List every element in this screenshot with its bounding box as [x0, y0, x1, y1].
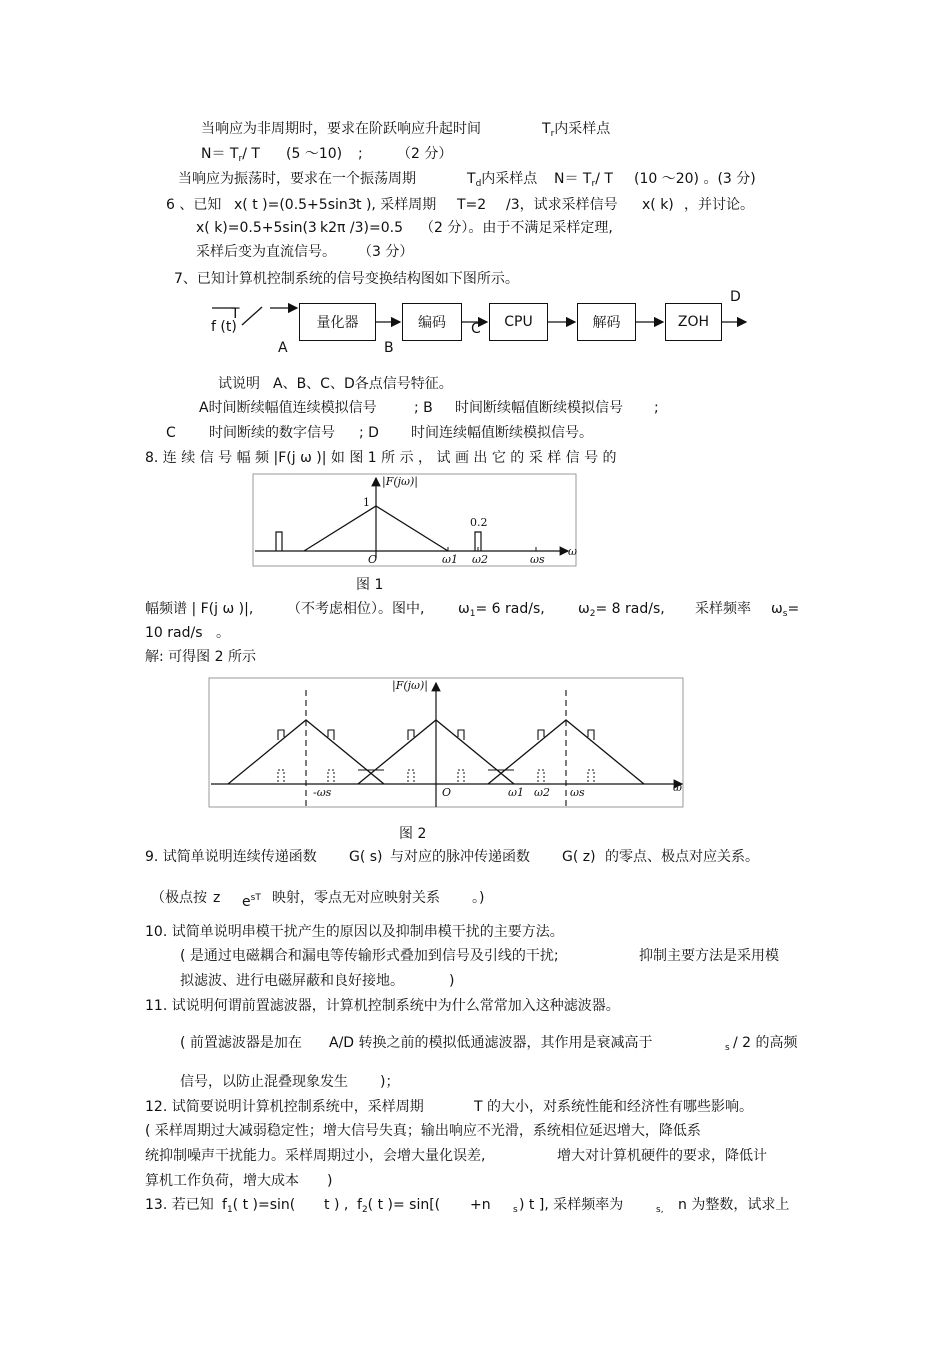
block-quantizer: 量化器 [299, 303, 376, 341]
text-line: 采样频率 [695, 601, 751, 617]
text-line: x( k)=0.5+5sin(3 [196, 220, 317, 236]
text-line: 算机工作负荷，增大成本 [145, 1173, 299, 1189]
text-line: x( k) [642, 197, 674, 213]
text-line: k2π /3)=0.5 [320, 220, 403, 236]
fig2-tick-w1: ω1 [508, 786, 524, 799]
text-line: 试说明 [218, 376, 260, 392]
text-line: $f_1$( t )=sin( [222, 1197, 296, 1215]
text-line: 拟滤波、进行电磁屏蔽和良好接地。 [180, 973, 404, 989]
text-line: 幅频谱 | F(j ω )|, [145, 601, 254, 617]
text-line: ) t ], 采样频率为 [519, 1197, 624, 1213]
text-line: 解: 可得图 2 所示 [145, 649, 256, 665]
text-line: $\omega_s=$ [771, 601, 800, 619]
point-d: D [730, 289, 741, 305]
text-line: G( s) [349, 849, 383, 865]
fig2-axis-label: ω [673, 781, 682, 794]
text-line: T 的大小，对系统性能和经济性有哪些影响。 [474, 1099, 754, 1115]
text-line: 的零点、极点对应关系。 [605, 849, 759, 865]
text-line: 统抑制噪声干扰能力。采样周期过小，会增大量化误差, [145, 1148, 486, 1164]
text-line: x( t )=(0.5+5sin3 [234, 197, 357, 213]
input-label: f (t) [211, 319, 237, 335]
text-line: /3，试求采样信号 [506, 197, 618, 213]
text-line: $e^{sT}$ [242, 893, 261, 910]
block-encoder: 编码 [402, 303, 462, 341]
block-cpu: CPU [489, 303, 548, 341]
question-10: 10. 试简单说明串模干扰产生的原因以及抑制串模干扰的主要方法。 [145, 924, 564, 940]
figure-2-caption: 图 2 [399, 826, 427, 842]
text-line: （2 分） [397, 146, 453, 162]
question-7: 7、已知计算机控制系统的信号变换结构图如下图所示。 [174, 271, 519, 287]
block-zoh: ZOH [665, 303, 722, 341]
fig1-side-label: 0.2 [470, 516, 488, 529]
text-line: (10 ～20) 。(3 分) [634, 171, 756, 187]
point-a: A [278, 340, 288, 356]
question-11: 11. 试说明何谓前置滤波器，计算机控制系统中为什么常常加入这种滤波器。 [145, 998, 620, 1014]
question-6: 6 、已知 [166, 197, 222, 213]
text-line: （3 分） [358, 244, 414, 260]
question-9: 9. 试简单说明连续传递函数 [145, 849, 317, 865]
text-line: （不考虑相位）。图中, [287, 601, 425, 617]
fig2-tick-origin: O [442, 786, 452, 799]
text-line: ，并讨论。 [684, 197, 754, 213]
fig1-tick-w2: ω2 [472, 553, 488, 566]
text-line: $\omega_2= 8$ rad/s, [578, 601, 665, 619]
point-b: B [384, 340, 394, 356]
question-8: 8. 连 续 信 号 幅 频 |F(j ω )| 如 图 1 所 示 ， 试 画 出 它 的 采 样 信 号 的 [145, 450, 617, 466]
fig1-axis-label: ω [568, 545, 577, 558]
question-13: 13. 若已知 [145, 1197, 214, 1213]
switch-label: T [231, 306, 240, 322]
text-line: ) [449, 973, 455, 989]
text-line: s [513, 1205, 518, 1215]
text-line: ( 采样周期过大减弱稳定性；增大信号失真；输出响应不光滑，系统相位延迟增大，降低系 [145, 1123, 701, 1139]
text-line: s [725, 1043, 730, 1053]
text-line: 10 rad/s [145, 625, 203, 641]
question-12: 12. 试简要说明计算机控制系统中，采样周期 [145, 1099, 424, 1115]
text-line: 增大对计算机硬件的要求，降低计 [557, 1148, 767, 1164]
text-line: )； [380, 1074, 400, 1090]
fig1-tick-ws: ωs [530, 553, 545, 566]
fig1-peak-label: 1 [363, 496, 370, 509]
text-line: ) [327, 1173, 333, 1189]
fig2-ylabel: |F(jω)| [392, 679, 429, 692]
text-line: 与对应的脉冲传递函数 [390, 849, 530, 865]
text-line: ; B [414, 400, 433, 416]
text-line: 信号，以防止混叠现象发生 [180, 1074, 348, 1090]
point-c: C [471, 321, 481, 337]
text-line: 映射，零点无对应映射关系 [272, 890, 440, 906]
text-line: 当响应为非周期时，要求在阶跃响应升起时间 [201, 121, 481, 137]
text-line: s, [656, 1205, 664, 1215]
text-line: A时间断续幅值连续模拟信号 [199, 400, 377, 416]
text-line: n 为整数，试求上 [678, 1197, 790, 1213]
text-line: $N= T_r/$ T [554, 171, 613, 189]
text-line: $f_2$( t )= sin[( [357, 1197, 441, 1215]
text-line: 时间断续幅值断续模拟信号 [455, 400, 623, 416]
figure-1-caption: 图 1 [356, 577, 384, 593]
text-line: ; D [359, 425, 379, 441]
block-decoder: 解码 [577, 303, 636, 341]
text-line: ; [358, 146, 363, 162]
text-line: / 2 的高频 [733, 1035, 798, 1051]
text-line: A/D 转换之前的模拟低通滤波器，其作用是衰减高于 [329, 1035, 653, 1051]
text-line: z [213, 890, 221, 906]
text-line: T=2 [457, 197, 487, 213]
text-line: 。 [216, 625, 230, 641]
text-line: 当响应为振荡时，要求在一个振荡周期 [178, 171, 416, 187]
fig2-tick-w2: ω2 [534, 786, 550, 799]
fig1-tick-origin: O [368, 553, 378, 566]
text-line: C [166, 425, 176, 441]
text-line: $\omega_1= 6$ rad/s, [458, 601, 545, 619]
text-line: （2 分）。由于不满足采样定理, [420, 220, 613, 236]
text-line: （极点按 [151, 890, 207, 906]
text-line: t ), 采样周期 [356, 197, 437, 213]
text-line: 时间连续幅值断续模拟信号。 [411, 425, 593, 441]
fig1-ylabel: |F(jω)| [382, 475, 419, 488]
text-line: ; [654, 400, 659, 416]
text-line: t ) , [324, 1197, 349, 1213]
text-line: 。) [472, 890, 485, 906]
fig1-tick-w1: ω1 [442, 553, 458, 566]
text-line: G( z) [562, 849, 596, 865]
fig2-tick-neg-ws: -ωs [313, 786, 332, 799]
text-line: $N= T_r/$ T [201, 146, 260, 164]
text-line: +n [470, 1197, 491, 1213]
text-line: 采样后变为直流信号。 [196, 244, 336, 260]
text-line: (5 ～10) [286, 146, 343, 162]
text-line: $T_d$内采样点 [467, 171, 538, 189]
text-line: ( 是通过电磁耦合和漏电等传输形式叠加到信号及引线的干扰; [180, 948, 559, 964]
fig2-tick-ws: ωs [570, 786, 585, 799]
text-line: ( 前置滤波器是加在 [180, 1035, 302, 1051]
text-line: 时间断续的数字信号 [209, 425, 335, 441]
text-line: 抑制主要方法是采用模 [639, 948, 779, 964]
text-line: A、B、C、D各点信号特征。 [273, 376, 453, 392]
text-line: $T_r$内采样点 [542, 121, 611, 139]
